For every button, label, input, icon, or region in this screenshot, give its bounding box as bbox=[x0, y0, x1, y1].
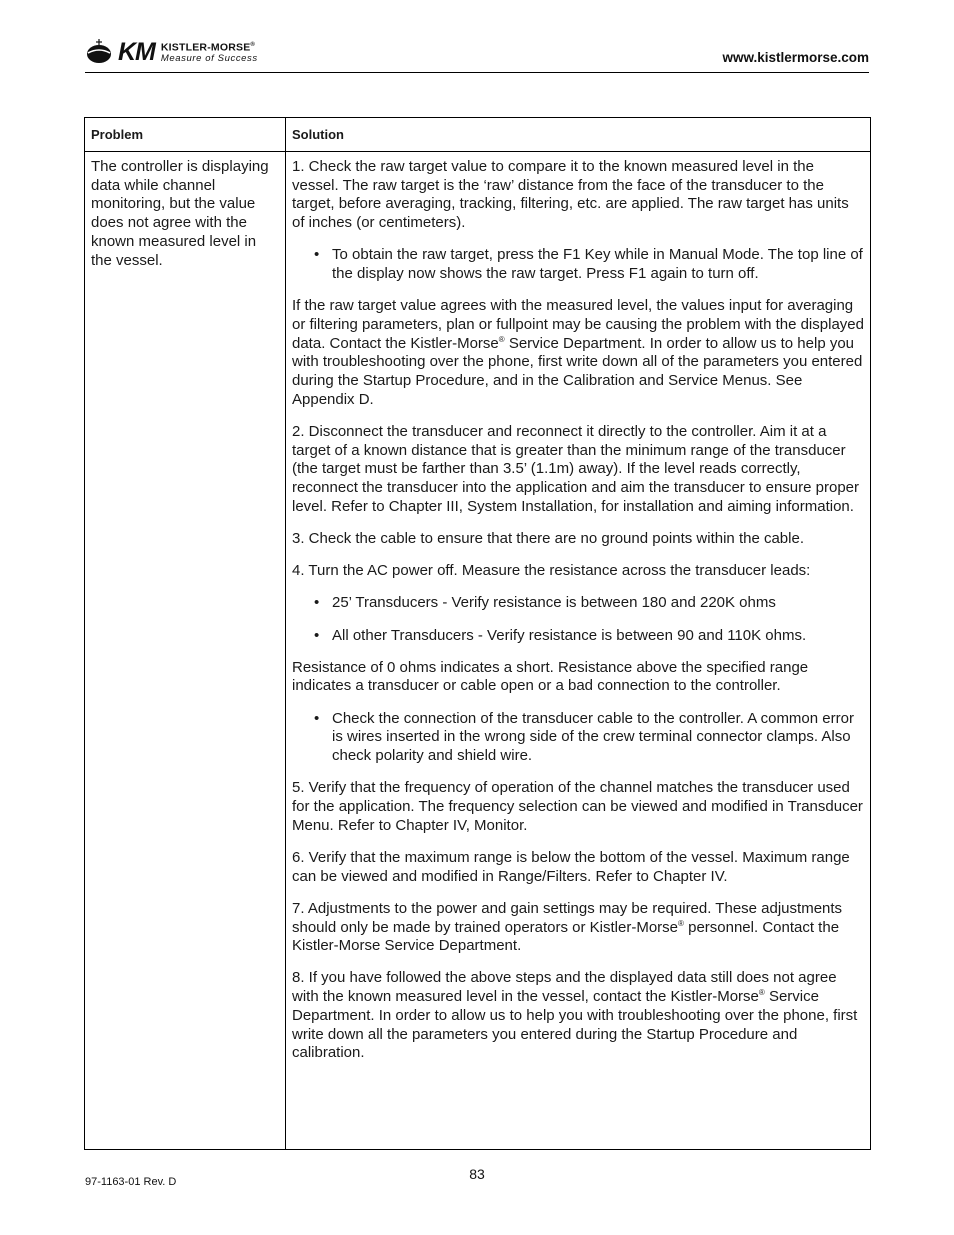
solution-step-7: 7. Adjustments to the power and gain settings may be required. These adjustments should only be made by trained operators or Kistler-Morse® personnel. Contact the Kistler-Morse Service Department. bbox=[292, 899, 843, 955]
table-header-row bbox=[85, 118, 871, 152]
problem-cell: The controller is displaying data while channel monitoring, but the value does not agree with the known measured level in the vessel. bbox=[85, 152, 286, 1150]
solution-step-5: 5. Verify that the frequency of operation of the channel matches the transducer used for the application. The frequency selection can be viewed and modified in Transducer Menu. Refer to Chapter IV, Monitor. bbox=[292, 779, 863, 834]
bullet-icon: • bbox=[314, 594, 320, 612]
troubleshooting-table bbox=[84, 117, 871, 1150]
bullet-icon: • bbox=[314, 626, 320, 644]
solution-step-3: 3. Check the cable to ensure that there are no ground points within the cable. bbox=[292, 529, 804, 547]
solution-bullet: • To obtain the raw target, press the F1 Key while in Manual Mode. The top line of the display now shows the raw target. Press F1 again to turn off. bbox=[314, 246, 863, 283]
solution-cell bbox=[286, 152, 871, 1150]
bullet-icon: • bbox=[314, 709, 320, 727]
solution-note-1: If the raw target value agrees with the measured level, the values input for averaging or filtering parameters, plan or fullpoint may be causing the problem with the displayed data. Contact the Kistler-Morse® Service Department. In order to allow us to help you with troubleshooting over the phone, first write down all of the parameters you entered during the Startup Procedure, and in the Calibration and Service Menus. See Appendix D. bbox=[292, 297, 864, 408]
solution-bullet: • All other Transducers - Verify resistance is between 90 and 110K ohms. bbox=[314, 626, 807, 644]
page-number: 83 bbox=[469, 1166, 485, 1182]
solution-note-4: Resistance of 0 ohms indicates a short. Resistance above the specified range indicates a transducer or cable open or a bad connection to the controller. bbox=[292, 658, 809, 695]
logo-tagline: Measure of Success bbox=[160, 53, 258, 65]
logo-text bbox=[161, 40, 258, 65]
solution-step-1: 1. Check the raw target value to compare it to the known measured level in the vessel. The raw target is the ‘raw’ distance from the face of the transducer to the target, before averaging, tracking, filtering, etc. are applied. The raw target has units of inches (or centimeters). bbox=[292, 158, 849, 232]
table-row bbox=[85, 152, 871, 1150]
solution-step-6: 6. Verify that the maximum range is below the bottom of the vessel. Maximum range can be viewed and modified in Range/Filters. Refer to Chapter IV. bbox=[292, 848, 850, 885]
solution-bullet: • Check the connection of the transducer cable to the controller. A common error is wires inserted in the wrong side of the crew terminal connector clamps. Also check polarity and shield wire. bbox=[314, 709, 854, 765]
document-id: 97-1163-01 Rev. D bbox=[85, 1176, 177, 1188]
solution-step-2: 2. Disconnect the transducer and reconnect it directly to the controller. Aim it at a target of a known distance that is greater than the minimum range of the transducer (the target must be farther than 3.5’ (1.1m) away). If the level reads correctly, reconnect the transducer into the application and aim the transducer to ensure proper level. Refer to Chapter III, System Installation, for installation and aiming information. bbox=[292, 422, 860, 515]
page-header bbox=[85, 36, 869, 73]
kistler-morse-logo-icon bbox=[85, 38, 113, 66]
logo-km-mark: KM bbox=[118, 37, 155, 66]
solution-step-8: 8. If you have followed the above steps and the displayed data still does not agree with the known measured level in the vessel, contact the Kistler-Morse® Service Department. In order to allow us to help you with troubleshooting over the phone, first write down all the parameters you entered during the Startup Procedure and calibration. bbox=[292, 969, 858, 1062]
column-header-problem: Problem bbox=[85, 118, 286, 152]
company-logo bbox=[85, 36, 258, 68]
solution-step-4: 4. Turn the AC power off. Measure the resistance across the transducer leads: bbox=[292, 562, 811, 580]
website-url: www.kistlermorse.com bbox=[722, 50, 869, 65]
logo-company-name: KISTLER-MORSE® bbox=[160, 41, 256, 54]
bullet-icon: • bbox=[314, 246, 320, 264]
solution-bullet: • 25’ Transducers - Verify resistance is between 180 and 220K ohms bbox=[314, 594, 776, 612]
column-header-solution: Solution bbox=[286, 118, 871, 152]
